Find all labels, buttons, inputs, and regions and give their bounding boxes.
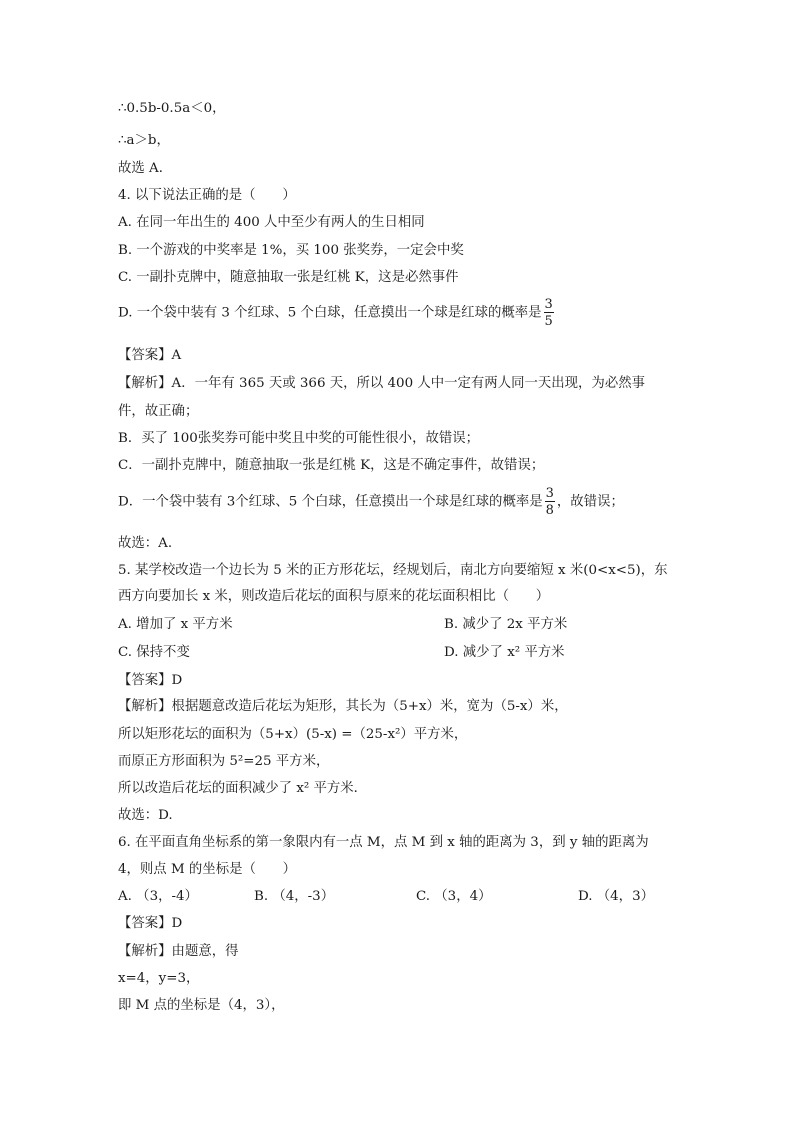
question-4-option-b: B. 一个游戏的中奖率是 1%，买 100 张奖券，一定会中奖 xyxy=(118,243,464,258)
question-4-option-a: A. 在同一年出生的 400 人中至少有两人的生日相同 xyxy=(118,215,425,230)
text-line: ∴0.5b-0.5a＜0， xyxy=(118,101,226,116)
analysis-line: 件，故正确； xyxy=(118,404,199,419)
analysis-line: C．一副扑克牌中，随意抽取一张是红桃 K，这是不确定事件，故错误； xyxy=(118,458,545,473)
analysis-d-tail: ，故错误； xyxy=(556,494,624,510)
text-line: 故选 A． xyxy=(118,161,173,176)
analysis-line: 【解析】A．一年有 365 天或 366 天，所以 400 人中一定有两人同一天出现，为必然事 xyxy=(118,376,645,391)
text-line: 故选：D. xyxy=(118,808,173,823)
analysis-line: 而原正方形面积为 5²=25 平方米， xyxy=(118,754,330,769)
question-5-stem: 西方向要加长 x 米，则改造后花坛的面积与原来的花坛面积相比（ ） xyxy=(118,589,550,604)
fraction-3-5 xyxy=(544,298,554,328)
question-5-option-b: B. 减少了 2x 平方米 xyxy=(444,617,568,632)
analysis-line xyxy=(118,487,624,517)
fraction-numerator: 3 xyxy=(544,297,553,312)
question-5-option-c: C. 保持不变 xyxy=(118,645,190,660)
analysis-line: 所以矩形花坛的面积为（5+x）(5-x) =（25-x²）平方米， xyxy=(118,727,468,742)
analysis-line: 【解析】由题意，得 xyxy=(118,944,239,959)
text-line: 故选：A. xyxy=(118,536,173,551)
analysis-line: 【解析】根据题意改造后花坛为矩形，其长为（5+x）米，宽为（5-x）米， xyxy=(118,699,568,714)
question-4-option-d xyxy=(118,298,556,328)
answer-label: 【答案】D xyxy=(118,916,183,931)
analysis-line: 所以改造后花坛的面积减少了 x² 平方米． xyxy=(118,781,368,796)
analysis-line: B．买了 100张奖券可能中奖且中奖的可能性很小，故错误； xyxy=(118,431,480,446)
question-6-option-c: C. （3，4） xyxy=(416,889,492,904)
fraction-numerator: 3 xyxy=(545,486,554,501)
analysis-line: 即 M 点的坐标是（4，3）， xyxy=(118,998,285,1013)
question-5-option-d: D. 减少了 x² 平方米 xyxy=(444,645,565,660)
question-4-stem: 4. 以下说法正确的是（ ） xyxy=(118,188,296,203)
analysis-line: x=4，y=3， xyxy=(118,971,200,986)
answer-label: 【答案】D xyxy=(118,673,183,688)
answer-label: 【答案】A xyxy=(118,348,182,363)
question-6-option-a: A. （3，-4） xyxy=(118,889,198,904)
fraction-3-8 xyxy=(545,487,555,517)
question-5-stem: 5. 某学校改造一个边长为 5 米的正方形花坛，经规划后，南北方向要缩短 x 米(0<x<5)，东 xyxy=(118,563,668,578)
fraction-denominator: 5 xyxy=(544,314,553,329)
fraction-denominator: 8 xyxy=(545,503,554,518)
question-6-stem: 6. 在平面直角坐标系的第一象限内有一点 M，点 M 到 x 轴的距离为 3，到 y 轴的距离为 xyxy=(118,835,649,850)
text-line: ∴a＞b， xyxy=(118,133,170,148)
question-6-option-d: D. （4，3） xyxy=(578,889,654,904)
question-4-option-c: C. 一副扑克牌中，随意抽取一张是红桃 K，这是必然事件 xyxy=(118,270,459,285)
question-6-stem: 4，则点 M 的坐标是（ ） xyxy=(118,862,297,877)
question-6-option-b: B. （4，-3） xyxy=(254,889,335,904)
question-5-option-a: A. 增加了 x 平方米 xyxy=(118,617,233,632)
analysis-d-text: D．一个袋中装有 3个红球、5 个白球，任意摸出一个球是红球的概率是 xyxy=(118,494,543,510)
option-d-text: D. 一个袋中装有 3 个红球、5 个白球，任意摸出一个球是红球的概率是 xyxy=(118,305,542,321)
